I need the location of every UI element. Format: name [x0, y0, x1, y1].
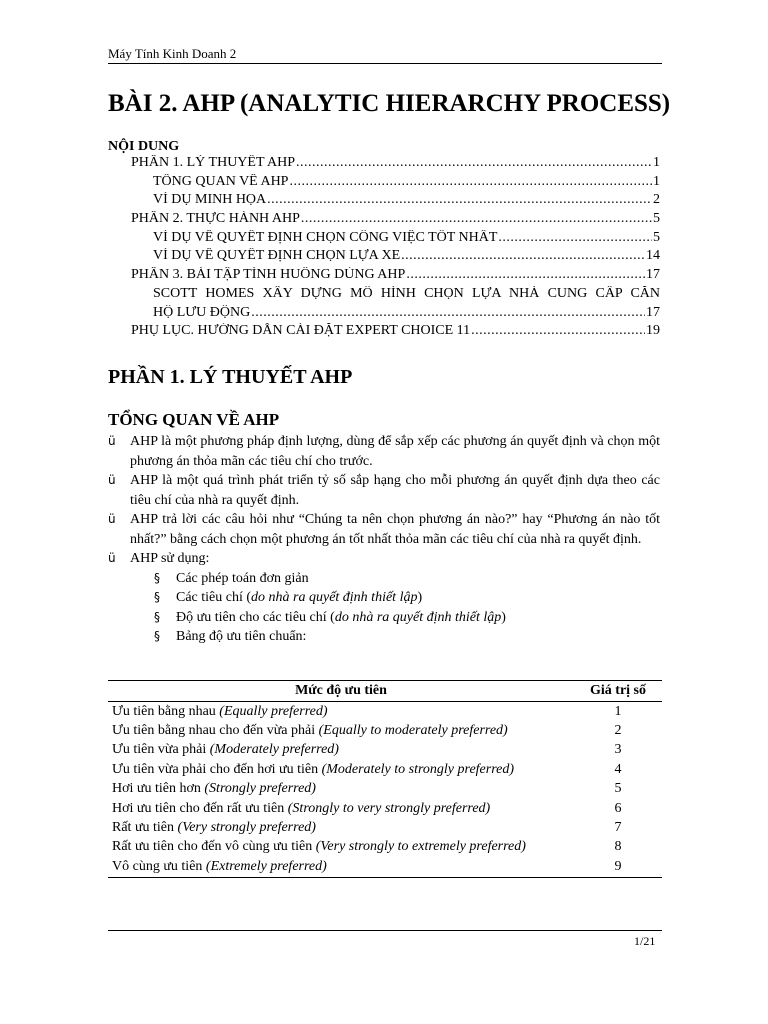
priority-en: (Very strongly preferred)	[177, 820, 316, 836]
priority-en: (Equally to moderately preferred)	[318, 723, 508, 739]
toc-leader	[401, 248, 645, 264]
priority-cell	[108, 741, 574, 760]
toc-entry[interactable]	[108, 248, 660, 267]
column-header-priority: Mức độ ưu tiên	[108, 681, 574, 702]
bullet-item	[108, 549, 660, 569]
value-cell: 7	[614, 820, 622, 836]
toc-entry-label: PHỤ LỤC. HƯỚNG DẪN CÀI ĐẶT EXPERT CHOICE 11	[131, 323, 471, 339]
sub-bullet-tail: )	[501, 609, 506, 625]
sub-bullet-text: Bảng độ ưu tiên chuẩn:	[176, 629, 307, 644]
toc-leader	[251, 305, 645, 321]
value-cell: 6	[614, 800, 622, 816]
toc-leader	[471, 323, 645, 339]
bullet-text: AHP là một phương pháp định lượng, dùng để sắp xếp các phương án quyết định và chọn một phương án thỏa mãn các tiêu chí cho trước.	[130, 434, 660, 469]
table-header-row	[108, 681, 662, 702]
table-row	[108, 780, 662, 799]
toc-entry[interactable]	[108, 305, 660, 324]
toc-leader	[267, 192, 652, 208]
subsection-heading: TỔNG QUAN VỀ AHP	[108, 410, 280, 429]
table-row	[108, 702, 662, 722]
sub-bullet-item	[108, 608, 660, 628]
toc-entry-label: TỔNG QUAN VỀ AHP	[153, 173, 289, 189]
bullet-item	[108, 432, 660, 471]
table-row	[108, 838, 662, 857]
column-header-value: Giá trị số	[574, 681, 662, 702]
sub-bullet-item	[108, 627, 660, 647]
toc-entry[interactable]	[108, 267, 660, 286]
bullet-list	[108, 432, 660, 647]
toc-entry[interactable]	[108, 155, 660, 174]
section-bullet-icon: §	[154, 629, 160, 643]
value-cell: 5	[614, 781, 622, 797]
priority-cell	[108, 838, 574, 857]
priority-vi: Ưu tiên bằng nhau	[112, 703, 220, 719]
value-cell: 9	[574, 857, 662, 877]
bullet-text: AHP sử dụng:	[130, 551, 210, 566]
value-cell: 3	[614, 742, 622, 758]
toc-entry-label: PHẦN 2. THỰC HÀNH AHP	[131, 211, 300, 227]
toc-entry-wrapped-line[interactable]: SCOTT HOMES XÂY DỰNG MÔ HÌNH CHỌN LỰA NHÀ CUNG CẤP CĂN	[153, 285, 660, 301]
header-rule	[108, 63, 662, 64]
toc-leader	[406, 267, 645, 283]
toc-leader	[289, 174, 652, 190]
priority-en: (Extremely preferred)	[205, 858, 327, 874]
section-bullet-icon: §	[154, 609, 160, 624]
document-title: BÀI 2. AHP (ANALYTIC HIERARCHY PROCESS)	[108, 90, 671, 117]
priority-vi: Hơi ưu tiên cho đến rất ưu tiên	[112, 800, 288, 816]
priority-cell	[108, 857, 574, 877]
toc-entry-label: VÍ DỤ MINH HỌA	[153, 192, 267, 208]
toc-entry-label: PHẦN 1. LÝ THUYẾT AHP	[131, 155, 295, 170]
table-row	[108, 857, 662, 877]
toc-entry[interactable]	[108, 174, 660, 193]
sub-bullet-item	[108, 569, 660, 589]
toc-entry-page: 14	[646, 248, 660, 264]
table-row	[108, 818, 662, 837]
section-bullet-icon: §	[154, 590, 160, 604]
toc-entry-label: VÍ DỤ VỀ QUYẾT ĐỊNH CHỌN CÔNG VIỆC TỐT NHẤT	[153, 229, 498, 245]
toc-entry-page: 19	[646, 323, 660, 339]
toc-entry-page: 17	[646, 267, 660, 283]
check-bullet-icon: ü	[108, 434, 116, 448]
priority-cell	[108, 818, 574, 837]
toc-entry[interactable]	[108, 192, 660, 211]
sub-bullet-italic: do nhà ra quyết định thiết lập	[334, 609, 502, 625]
priority-cell	[108, 721, 574, 740]
value-cell: 4	[614, 761, 622, 777]
value-cell: 1	[614, 703, 622, 719]
sub-bullet-text: Các tiêu chí (	[176, 590, 252, 605]
priority-vi: Ưu tiên bằng nhau cho đến vừa phải	[112, 723, 319, 739]
sub-bullet-text: Độ ưu tiên cho các tiêu chí (	[176, 609, 335, 625]
toc-entry-page: 5	[653, 211, 660, 227]
check-bullet-icon: ü	[108, 551, 116, 565]
value-cell: 2	[614, 723, 622, 739]
priority-en: (Strongly to very strongly preferred)	[287, 800, 491, 816]
bullet-text: AHP trả lời các câu hỏi như “Chúng ta nên chọn phương án nào?” hay “Phương án nào tốt nhất?” bằng cách chọn một phương án tốt nhất thỏa mãn các tiêu chí của nhà ra quyết định.	[130, 512, 660, 547]
toc-entry[interactable]	[108, 230, 660, 249]
toc-entry-page: 5	[653, 229, 660, 245]
toc-entry-label: PHẦN 3. BÀI TẬP TÌNH HUỐNG DÙNG AHP	[131, 267, 406, 283]
bullet-text: AHP là một quá trình phát triển tỷ số sắp hạng cho mỗi phương án quyết định dựa theo các tiêu chí của nhà ra quyết định.	[130, 473, 660, 508]
priority-cell	[108, 780, 574, 799]
priority-en: (Very strongly to extremely preferred)	[315, 839, 526, 855]
page-number: 1/21	[634, 934, 656, 948]
priority-scale-table	[108, 680, 662, 878]
sub-bullet-text: Các phép toán đơn giản	[176, 570, 309, 586]
table-row	[108, 721, 662, 740]
toc-entry-page: 2	[653, 192, 660, 208]
toc-entry-label: HỘ LƯU ĐỘNG	[153, 304, 251, 320]
priority-vi: Rất ưu tiên	[112, 820, 178, 836]
toc-entry-page: 17	[646, 304, 660, 320]
toc-leader	[296, 155, 652, 171]
check-bullet-icon: ü	[108, 473, 116, 487]
toc-entry-label: VÍ DỤ VỀ QUYẾT ĐỊNH CHỌN LỰA XE	[153, 248, 401, 264]
toc-heading: NỘI DUNG	[108, 139, 180, 154]
priority-vi: Ưu tiên vừa phải cho đến hơi ưu tiên	[112, 761, 322, 777]
table-row	[108, 760, 662, 779]
priority-cell	[108, 799, 574, 818]
bullet-item	[108, 471, 660, 510]
priority-cell	[108, 760, 574, 779]
check-bullet-icon: ü	[108, 512, 116, 526]
priority-en: (Equally preferred)	[219, 703, 328, 719]
page-header: Máy Tính Kinh Doanh 2	[108, 46, 237, 61]
priority-en: (Strongly preferred)	[204, 781, 316, 797]
table-row	[108, 799, 662, 818]
toc-leader	[301, 211, 652, 227]
footer-rule	[108, 930, 662, 931]
section-heading: PHẦN 1. LÝ THUYẾT AHP	[108, 366, 353, 388]
priority-cell	[108, 702, 574, 722]
bullet-item	[108, 510, 660, 549]
sub-bullet-italic: do nhà ra quyết định thiết lập	[251, 590, 418, 605]
sub-bullet-item	[108, 588, 660, 608]
priority-vi: Hơi ưu tiên hơn	[112, 781, 205, 797]
table-of-contents	[108, 155, 660, 342]
toc-leader	[498, 230, 652, 246]
priority-vi: Ưu tiên vừa phải	[112, 742, 210, 758]
toc-entry[interactable]	[108, 211, 660, 230]
value-cell: 8	[614, 839, 622, 855]
sub-bullet-tail: )	[417, 590, 423, 605]
table-row	[108, 741, 662, 760]
priority-en: (Moderately to strongly preferred)	[321, 761, 515, 777]
toc-entry-page: 1	[653, 173, 660, 189]
section-bullet-icon: §	[154, 570, 160, 585]
priority-vi: Vô cùng ưu tiên	[112, 858, 206, 874]
priority-en: (Moderately preferred)	[209, 742, 339, 758]
toc-entry-page: 1	[653, 155, 660, 170]
toc-entry[interactable]	[108, 323, 660, 342]
priority-vi: Rất ưu tiên cho đến vô cùng ưu tiên	[112, 839, 316, 855]
